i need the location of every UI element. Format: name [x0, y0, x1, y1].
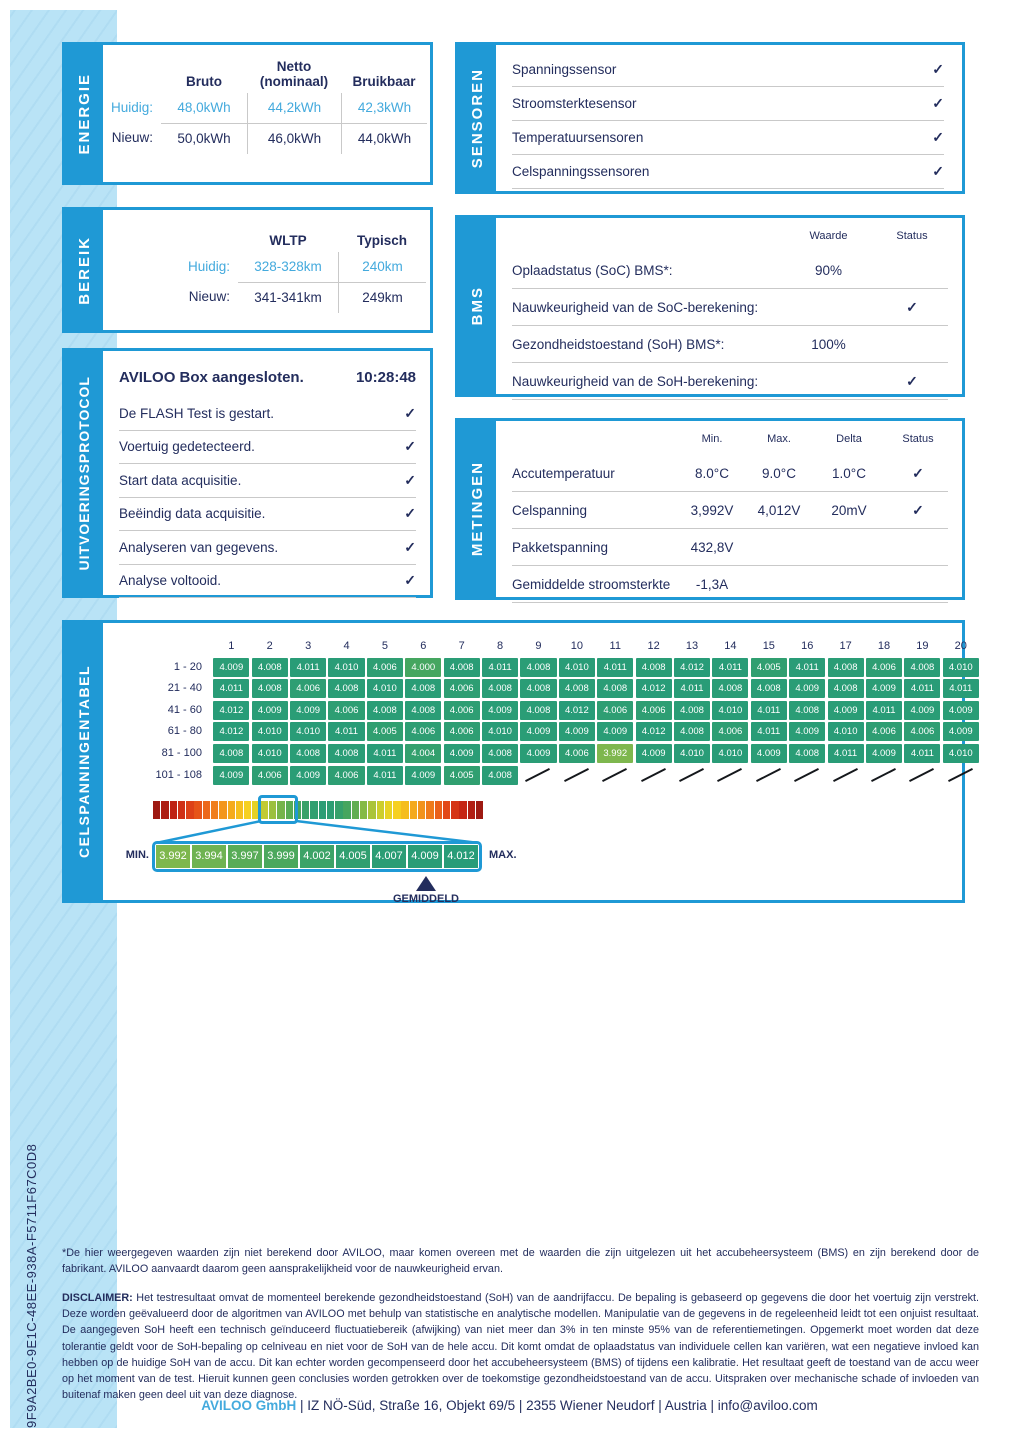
metingen-header-delta: Delta [836, 433, 862, 445]
voltage-cell: 4.006 [559, 744, 595, 763]
gradient-square [219, 801, 226, 819]
panel-energie [62, 42, 433, 185]
empty-cell [674, 766, 710, 785]
gradient-square [178, 801, 185, 819]
no-cell-slash-icon [641, 768, 666, 782]
gradient-square [319, 801, 326, 819]
voltage-cell: 4.009 [213, 658, 249, 677]
bereik-huidig-typisch: 240km [338, 252, 426, 282]
voltage-cell: 4.012 [213, 701, 249, 720]
gradient-square [385, 801, 392, 819]
max-label: MAX. [489, 849, 517, 861]
voltage-cell: 4.005 [367, 722, 403, 741]
sensoren-panel-label: SENSOREN [458, 45, 496, 191]
voltage-cell: 4.010 [482, 722, 518, 741]
voltage-cell: 4.008 [405, 679, 441, 698]
no-cell-slash-icon [871, 768, 896, 782]
voltage-cell: 4.009 [559, 722, 595, 741]
gradient-square [211, 801, 218, 819]
voltage-cell: 4.012 [636, 679, 672, 698]
voltage-cell: 4.006 [328, 701, 364, 720]
empty-cell [866, 766, 902, 785]
column-header: 7 [458, 640, 465, 652]
voltage-cell: 4.011 [828, 744, 864, 763]
row-label: 1 - 20 [173, 660, 202, 673]
column-header: 15 [762, 640, 775, 652]
voltage-cell: 4.009 [943, 722, 979, 741]
voltage-cell: 4.011 [674, 679, 710, 698]
gradient-square [153, 801, 160, 819]
bereik-nieuw-typisch: 249km [338, 282, 426, 313]
row-label: 81 - 100 [161, 746, 202, 759]
voltage-cell: 4.009 [482, 701, 518, 720]
voltage-cell: 4.000 [405, 658, 441, 677]
voltage-cell: 4.009 [828, 701, 864, 720]
voltage-cell: 4.005 [751, 658, 787, 677]
column-header: 16 [801, 640, 814, 652]
gradient-square [443, 801, 450, 819]
no-cell-slash-icon [525, 768, 550, 782]
voltage-cell: 4.011 [367, 766, 403, 785]
metingen-panel-label: METINGEN [458, 421, 496, 597]
status-check-icon: ✓ [906, 372, 918, 389]
legend-voltage-cell: 3.999 [264, 845, 298, 868]
voltage-cell: 4.009 [290, 701, 326, 720]
footer-address [0, 1398, 1019, 1413]
status-check-icon: ✓ [912, 501, 924, 518]
gradient-highlight-box [258, 795, 298, 824]
voltage-cell: 4.011 [712, 658, 748, 677]
voltage-cell: 4.009 [597, 722, 633, 741]
gradient-square [451, 801, 458, 819]
column-header: 9 [535, 640, 542, 652]
bms-header-row [512, 230, 948, 252]
bms-row: Nauwkeurigheid van de SoH-berekening: ✓ [512, 363, 948, 400]
empty-cell [597, 766, 633, 785]
voltage-cell: 4.010 [559, 658, 595, 677]
bms-header-status: Status [896, 230, 928, 242]
voltage-cell: 4.011 [482, 658, 518, 677]
voltage-cell: 4.006 [866, 722, 902, 741]
bereik-huidig-wltp: 328-328km [254, 259, 322, 274]
no-cell-slash-icon [717, 768, 742, 782]
protocol-row-connected: AVILOO Box aangesloten. 10:28:48 [119, 368, 416, 386]
voltage-cell: 4.011 [904, 679, 940, 698]
column-header: 12 [647, 640, 660, 652]
panel-protocol [62, 348, 433, 598]
voltage-cell: 4.006 [712, 722, 748, 741]
metingen-header-max: Max. [767, 433, 791, 445]
voltage-cell: 4.004 [405, 744, 441, 763]
gradient-square [468, 801, 475, 819]
status-check-icon: ✓ [404, 471, 416, 488]
voltage-cell: 4.009 [789, 722, 825, 741]
gradient-square [476, 801, 483, 819]
voltage-cell: 4.006 [444, 679, 480, 698]
gradient-square [459, 801, 466, 819]
empty-cell [751, 766, 787, 785]
gemiddeld-label: GEMIDDELD [393, 893, 459, 905]
column-header: 10 [570, 640, 583, 652]
voltage-cell: 4.011 [290, 658, 326, 677]
gradient-square [352, 801, 359, 819]
voltage-cell: 4.011 [751, 701, 787, 720]
gradient-square [236, 801, 243, 819]
bms-soc-value: 90% [814, 262, 843, 278]
voltage-cell: 4.011 [904, 744, 940, 763]
panel-sensoren [455, 42, 965, 194]
column-header: 1 [228, 640, 235, 652]
energie-nieuw-bruto: 50,0kWh [161, 123, 247, 154]
voltage-cell: 4.008 [828, 658, 864, 677]
voltage-cell: 4.011 [328, 722, 364, 741]
gradient-square [435, 801, 442, 819]
legend-voltage-cell: 3.997 [228, 845, 262, 868]
column-header: 2 [266, 640, 273, 652]
voltage-cell: 4.006 [252, 766, 288, 785]
voltage-cell: 4.008 [559, 679, 595, 698]
column-header: 8 [497, 640, 504, 652]
no-cell-slash-icon [794, 768, 819, 782]
energie-header-bruikbaar: Bruikbaar [352, 74, 416, 89]
no-cell-slash-icon [564, 768, 589, 782]
energie-huidig-bruikbaar: 42,3kWh [341, 93, 427, 123]
company-name: AVILOO GmbH [201, 1398, 297, 1413]
voltage-cell: 4.010 [328, 658, 364, 677]
protocol-row: Analyseren van gegevens. ✓ [119, 531, 416, 565]
row-label: 21 - 40 [167, 682, 202, 695]
voltage-cell: 4.008 [789, 701, 825, 720]
metingen-header-row [512, 433, 948, 455]
voltage-cell: 4.008 [252, 679, 288, 698]
bereik-row-huidig-label: Huidig: [187, 259, 230, 274]
energie-header-netto: Netto (nominaal) [259, 59, 329, 89]
min-label: MIN. [125, 849, 149, 861]
bms-soh-value: 100% [811, 336, 846, 352]
protocol-timestamp: 10:28:48 [355, 368, 416, 386]
voltage-cell: 4.006 [328, 766, 364, 785]
voltage-cell: 4.009 [252, 701, 288, 720]
no-cell-slash-icon [756, 768, 781, 782]
gradient-square [170, 801, 177, 819]
voltage-cell: 4.008 [213, 744, 249, 763]
voltage-cell: 4.012 [559, 701, 595, 720]
voltage-cell: 3.992 [597, 744, 633, 763]
voltage-cell: 4.008 [520, 679, 556, 698]
protocol-row: Analyse voltooid. ✓ [119, 565, 416, 599]
panel-metingen [455, 418, 965, 600]
voltage-cell: 4.009 [636, 744, 672, 763]
gradient-square [310, 801, 317, 819]
voltage-cell: 4.008 [674, 701, 710, 720]
voltage-cell: 4.012 [636, 722, 672, 741]
bms-row: Oplaadstatus (SoC) BMS*: 90% [512, 252, 948, 289]
voltage-cell: 4.011 [597, 658, 633, 677]
voltage-cell: 4.008 [674, 722, 710, 741]
row-label: 101 - 108 [155, 768, 202, 781]
voltage-cell: 4.010 [712, 701, 748, 720]
column-header: 5 [381, 640, 388, 652]
column-header: 3 [305, 640, 312, 652]
voltage-cell: 4.008 [367, 701, 403, 720]
gradient-square [418, 801, 425, 819]
voltage-cell: 4.006 [290, 679, 326, 698]
voltage-cell: 4.009 [943, 701, 979, 720]
cell-voltage-table [147, 637, 979, 785]
energie-row-nieuw-label: Nieuw: [111, 130, 153, 145]
voltage-cell: 4.006 [444, 722, 480, 741]
legend-voltage-cell: 4.009 [408, 845, 442, 868]
protocol-panel-label: UITVOERINGSPROTOCOL [65, 351, 103, 595]
voltage-cell: 4.009 [904, 701, 940, 720]
document-id: 9F9A2BE0-9E1C-48EE-938A-F5711F67C0D8 [24, 1143, 39, 1428]
empty-cell [904, 766, 940, 785]
voltage-cell: 4.009 [751, 744, 787, 763]
column-header: 13 [685, 640, 699, 652]
voltage-cell: 4.006 [367, 658, 403, 677]
sensor-row: Stroomsterktesensor ✓ [512, 87, 944, 121]
gradient-square [360, 801, 367, 819]
voltage-cell: 4.009 [405, 766, 441, 785]
company-address: | IZ NÖ-Süd, Straße 16, Objekt 69/5 | 2355 Wiener Neudorf | Austria | info@aviloo.com [296, 1398, 818, 1413]
voltage-cell: 4.008 [597, 679, 633, 698]
voltage-cell: 4.008 [482, 744, 518, 763]
sensoren-list [496, 45, 962, 191]
legend-voltage-cell: 3.992 [156, 845, 190, 868]
legend-voltage-cell: 4.005 [336, 845, 370, 868]
bms-row: Gezondheidstoestand (SoH) BMS*: 100% [512, 326, 948, 363]
voltage-gradient-bar [153, 801, 484, 819]
energie-header-bruto: Bruto [186, 74, 222, 89]
voltage-cell: 4.008 [828, 679, 864, 698]
no-cell-slash-icon [833, 768, 858, 782]
gradient-square [203, 801, 210, 819]
status-check-icon: ✓ [404, 404, 416, 421]
no-cell-slash-icon [909, 768, 934, 782]
bereik-nieuw-wltp: 341-341km [238, 282, 338, 313]
sensor-row: Celspanningssensoren ✓ [512, 155, 944, 189]
voltage-cell: 4.008 [712, 679, 748, 698]
energie-panel-label: ENERGIE [65, 45, 103, 182]
bereik-table [103, 210, 430, 313]
gradient-square [426, 801, 433, 819]
voltage-cell: 4.008 [789, 744, 825, 763]
voltage-cell: 4.010 [828, 722, 864, 741]
voltage-cell: 4.008 [328, 744, 364, 763]
empty-cell [520, 766, 556, 785]
disclaimer-label: DISCLAIMER: [62, 1292, 133, 1304]
legend-voltage-cell: 4.002 [300, 845, 334, 868]
metingen-row: Celspanning 3,992V 4,012V 20mV ✓ [512, 492, 948, 529]
status-check-icon: ✓ [912, 464, 924, 481]
voltage-cell: 4.006 [444, 701, 480, 720]
voltage-cell: 4.008 [520, 701, 556, 720]
gradient-square [410, 801, 417, 819]
status-check-icon: ✓ [906, 298, 918, 315]
empty-cell [636, 766, 672, 785]
voltage-cell: 4.010 [674, 744, 710, 763]
voltage-cell: 4.009 [213, 766, 249, 785]
empty-cell [943, 766, 979, 785]
gradient-square [377, 801, 384, 819]
row-label: 61 - 80 [167, 725, 202, 738]
gradient-square [327, 801, 334, 819]
sensor-row: Spanningssensor ✓ [512, 53, 944, 87]
voltage-cell: 4.009 [520, 744, 556, 763]
voltage-cell: 4.006 [904, 722, 940, 741]
metingen-row: Accutemperatuur 8.0°C 9.0°C 1.0°C ✓ [512, 455, 948, 492]
gradient-square [368, 801, 375, 819]
gradient-square [186, 801, 193, 819]
protocol-list [103, 351, 430, 595]
legend-voltage-cell: 4.012 [444, 845, 478, 868]
metingen-row: Pakketspanning 432,8V [512, 529, 948, 566]
metingen-header-status: Status [902, 433, 934, 445]
voltage-cell: 4.006 [636, 701, 672, 720]
voltage-cell: 4.010 [290, 722, 326, 741]
voltage-cell: 4.008 [520, 658, 556, 677]
voltage-cell: 4.008 [904, 658, 940, 677]
row-label: 41 - 60 [167, 703, 202, 716]
celspanningen-panel-label: CELSPANNINGENTABEL [65, 623, 103, 900]
legend-voltage-cell: 4.007 [372, 845, 406, 868]
voltage-cell: 4.008 [328, 679, 364, 698]
voltage-cell: 4.011 [789, 658, 825, 677]
bereik-row-nieuw-label: Nieuw: [188, 289, 230, 304]
protocol-row: Voertuig gedetecteerd. ✓ [119, 431, 416, 465]
voltage-cell: 4.010 [712, 744, 748, 763]
bms-row: Nauwkeurigheid van de SoC-berekening: ✓ [512, 289, 948, 326]
voltage-cell: 4.009 [520, 722, 556, 741]
metingen-row: Gemiddelde stroomsterkte -1,3A [512, 566, 948, 603]
footnote-text: *De hier weergegeven waarden zijn niet berekend door AVILOO, maar komen overeen met de waarden die zijn uitgelezen uit het accubeheersysteem (BMS) en zijn berekend door de fabrikant. AVILOO aanvaardt daarom geen aansprakelijkheid voor de nauwkeurigheid ervan. [62, 1247, 979, 1276]
status-check-icon: ✓ [404, 572, 416, 589]
column-header: 17 [839, 640, 852, 652]
gradient-square [194, 801, 201, 819]
gradient-square [244, 801, 251, 819]
voltage-cell: 4.009 [290, 766, 326, 785]
column-header: 4 [343, 640, 350, 652]
voltage-cell: 4.008 [482, 679, 518, 698]
protocol-row: De FLASH Test is gestart. ✓ [119, 397, 416, 431]
voltage-cell: 4.008 [751, 679, 787, 698]
voltage-cell: 4.009 [444, 744, 480, 763]
status-check-icon: ✓ [932, 129, 944, 145]
voltage-cell: 4.011 [213, 679, 249, 698]
voltage-cell: 4.009 [866, 744, 902, 763]
panel-bereik [62, 207, 433, 333]
gradient-square [302, 801, 309, 819]
empty-cell [559, 766, 595, 785]
voltage-cell: 4.008 [405, 701, 441, 720]
gradient-square [228, 801, 235, 819]
voltage-cell: 4.010 [943, 744, 979, 763]
no-cell-slash-icon [602, 768, 627, 782]
bms-header-waarde: Waarde [809, 230, 848, 242]
voltage-cell: 4.012 [674, 658, 710, 677]
voltage-cell: 4.008 [482, 766, 518, 785]
voltage-cell: 4.009 [789, 679, 825, 698]
voltage-cell: 4.010 [943, 658, 979, 677]
legend-voltage-cell: 3.994 [192, 845, 226, 868]
no-cell-slash-icon [679, 768, 704, 782]
disclaimer-text: DISCLAIMER: Het testresultaat omvat de momenteel berekende gezondheidstoestand (SoH) van de aandrijfaccu. De bepaling is gebaseerd op gegevens die door het voertuig zijn verstrekt. Deze worden geëvalueerd door de algoritmen van AVILOO met behulp van statistische en analytische modellen. Manipulatie van de gegevens in de regeleenheid leidt tot een onjuist resultaat. De aangegeven SoH heeft een technisch geïnduceerd fluctuatiebereik (afwijking) van niet meer dan 3% in ten minste 95% van de referentiemetingen. Opgemerkt moet worden dat deze tolerantie geldt voor de SoH-bepaling op celniveau en niet voor de SoH van de hele accu. Dit komt omdat de oplaadstatus van individuele cellen kan variëren, wat een negatieve invloed kan hebben op de huidige SoH van de accu. Dit kan echter worden gecompenseerd door het accubeheersysteem (BMS) of tijdens een kalibratie. Het resultaat geeft de toestand van de accu weer op het moment van de test. Hieruit kunnen geen conclusies worden getrokken over de toekomstige gezondheidstoestand van de accu. Uitspraken over mechanische schade of invloeden van buitenaf maken geen deel uit van deze diagnose. [62, 1292, 979, 1402]
bereik-header-wltp: WLTP [269, 233, 307, 248]
energie-huidig-bruto: 48,0kWh [177, 100, 231, 115]
column-header: 18 [877, 640, 891, 652]
status-check-icon: ✓ [404, 438, 416, 455]
voltage-cell: 4.010 [252, 722, 288, 741]
gradient-square [335, 801, 342, 819]
status-check-icon: ✓ [404, 505, 416, 522]
energie-row-huidig-label: Huidig: [110, 100, 153, 115]
gradient-square [161, 801, 168, 819]
energie-nieuw-bruikbaar: 44,0kWh [341, 123, 427, 154]
metingen-header-min: Min. [701, 433, 723, 445]
panel-bms [455, 215, 965, 397]
voltage-cell: 4.010 [252, 744, 288, 763]
gradient-square [401, 801, 408, 819]
voltage-cell: 4.005 [444, 766, 480, 785]
voltage-cell: 4.011 [943, 679, 979, 698]
voltage-cell: 4.010 [367, 679, 403, 698]
voltage-cell: 4.008 [444, 658, 480, 677]
voltage-cell: 4.008 [290, 744, 326, 763]
sensor-row: Temperatuursensoren ✓ [512, 121, 944, 155]
status-check-icon: ✓ [404, 538, 416, 555]
voltage-cell: 4.011 [866, 701, 902, 720]
gradient-square [343, 801, 350, 819]
column-header: 14 [724, 640, 737, 652]
bereik-header-typisch: Typisch [356, 233, 407, 248]
voltage-cell: 4.011 [367, 744, 403, 763]
column-header: 20 [954, 640, 967, 652]
energie-huidig-netto: 44,2kWh [247, 93, 341, 123]
table-corner [147, 637, 211, 655]
energie-table [103, 45, 430, 154]
empty-cell [789, 766, 825, 785]
column-header: 19 [916, 640, 929, 652]
voltage-cell: 4.008 [636, 658, 672, 677]
column-header: 11 [609, 640, 621, 652]
status-check-icon: ✓ [932, 61, 944, 77]
energie-nieuw-netto: 46,0kWh [247, 123, 341, 154]
empty-cell [828, 766, 864, 785]
panel-celspanningen [62, 620, 973, 905]
voltage-cell: 4.006 [597, 701, 633, 720]
empty-cell [712, 766, 748, 785]
bereik-panel-label: BEREIK [65, 210, 103, 330]
voltage-cell: 4.011 [751, 722, 787, 741]
column-header: 6 [420, 640, 427, 652]
status-check-icon: ✓ [932, 163, 944, 179]
voltage-cell: 4.009 [866, 679, 902, 698]
protocol-row: Start data acquisitie. ✓ [119, 464, 416, 498]
status-check-icon: ✓ [932, 95, 944, 111]
gradient-square [393, 801, 400, 819]
voltage-cell: 4.006 [405, 722, 441, 741]
no-cell-slash-icon [948, 768, 973, 782]
bms-panel-label: BMS [458, 218, 496, 394]
gemiddeld-marker-icon [416, 876, 436, 891]
protocol-row: Beëindig data acquisitie. ✓ [119, 498, 416, 532]
voltage-cell: 4.006 [866, 658, 902, 677]
voltage-cell: 4.008 [252, 658, 288, 677]
voltage-legend [152, 841, 482, 872]
voltage-cell: 4.012 [213, 722, 249, 741]
